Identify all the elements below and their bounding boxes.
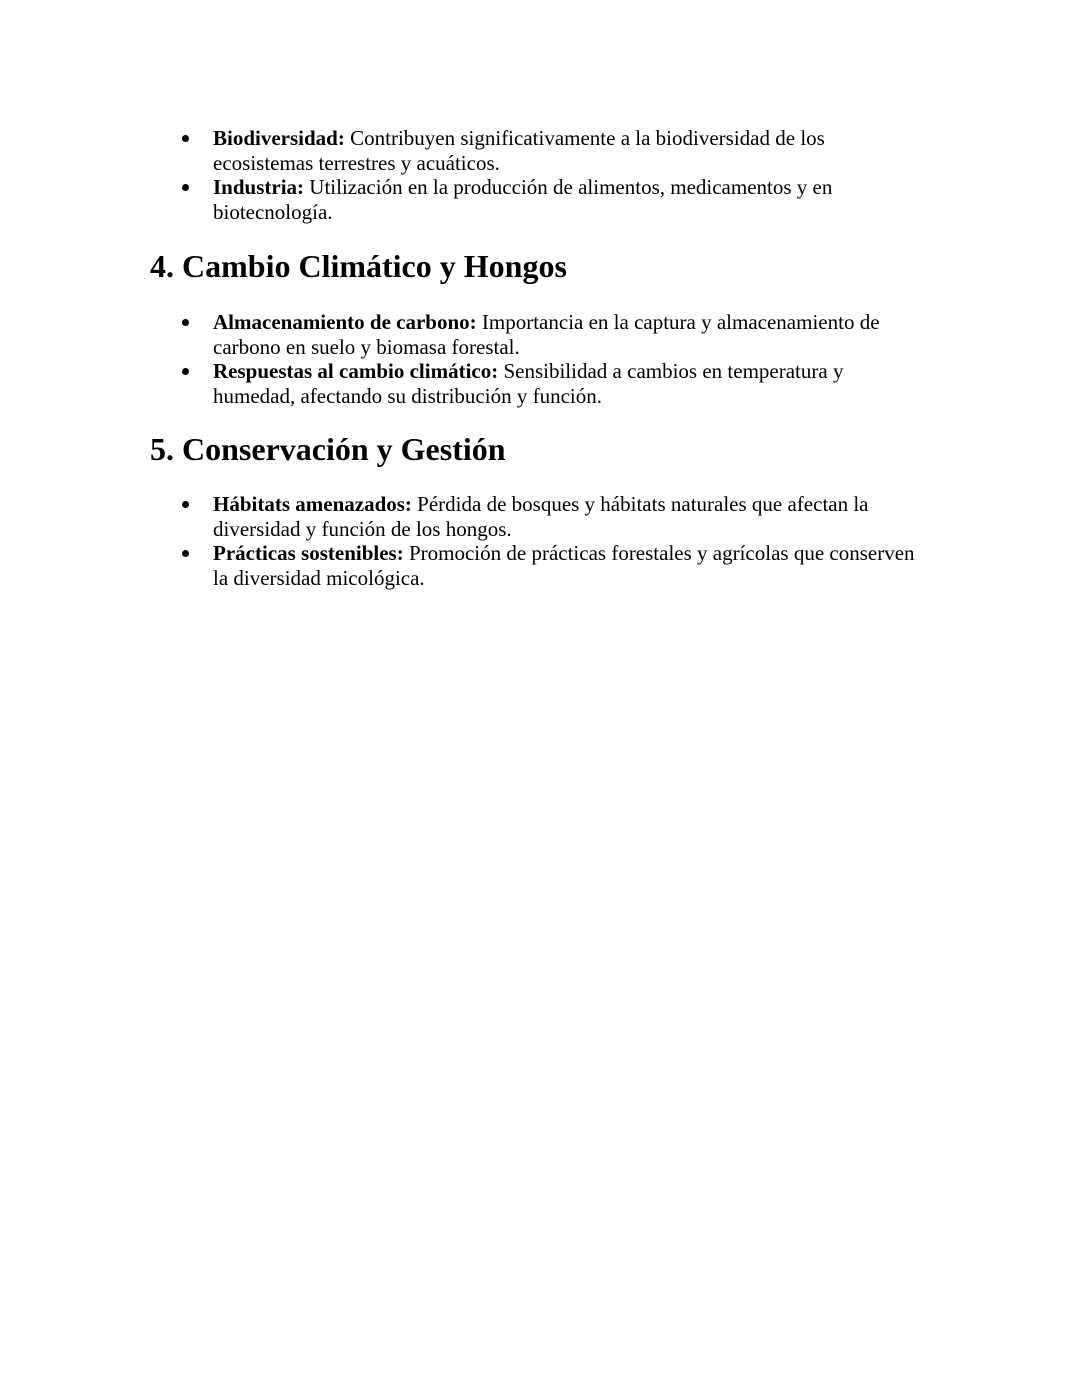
- bullet-term: Hábitats amenazados:: [213, 492, 412, 516]
- section-4-heading: 4. Cambio Climático y Hongos: [150, 248, 567, 284]
- bullet-icon: [182, 184, 189, 191]
- bullet-text: Sensibilidad a cambios en temperatura y humedad, afectando su distribución y función.: [213, 359, 844, 408]
- bullet-text: Contribuyen significativamente a la biodiversidad de los ecosistemas terrestres y acuáticos.: [213, 126, 825, 175]
- list-item: [213, 310, 903, 359]
- section-5-heading: 5. Conservación y Gestión: [150, 431, 506, 467]
- list-item: [213, 541, 933, 590]
- list-item: [213, 359, 903, 408]
- bullet-text: Pérdida de bosques y hábitats naturales que afectan la diversidad y función de los hongos.: [213, 492, 869, 541]
- list-item: [213, 492, 933, 541]
- bullet-term: Industria:: [213, 175, 305, 199]
- bullet-term: Prácticas sostenibles:: [213, 541, 404, 565]
- bullet-icon: [182, 368, 189, 375]
- section-4-bullet-list: [213, 310, 933, 408]
- list-item: [213, 175, 853, 224]
- bullet-term: Respuestas al cambio climático:: [213, 359, 499, 383]
- bullet-text: Importancia en la captura y almacenamiento de carbono en suelo y biomasa forestal.: [213, 310, 880, 359]
- bullet-icon: [182, 319, 189, 326]
- intro-bullet-list: [213, 126, 933, 224]
- bullet-term: Biodiversidad:: [213, 126, 345, 150]
- bullet-icon: [182, 501, 189, 508]
- list-item: [213, 126, 853, 175]
- bullet-icon: [182, 550, 189, 557]
- bullet-term: Almacenamiento de carbono:: [213, 310, 477, 334]
- section-5-bullet-list: [213, 492, 933, 590]
- bullet-text: Promoción de prácticas forestales y agrícolas que conserven la diversidad micológica.: [213, 541, 915, 590]
- bullet-icon: [182, 135, 189, 142]
- bullet-text: Utilización en la producción de alimentos, medicamentos y en biotecnología.: [213, 175, 833, 224]
